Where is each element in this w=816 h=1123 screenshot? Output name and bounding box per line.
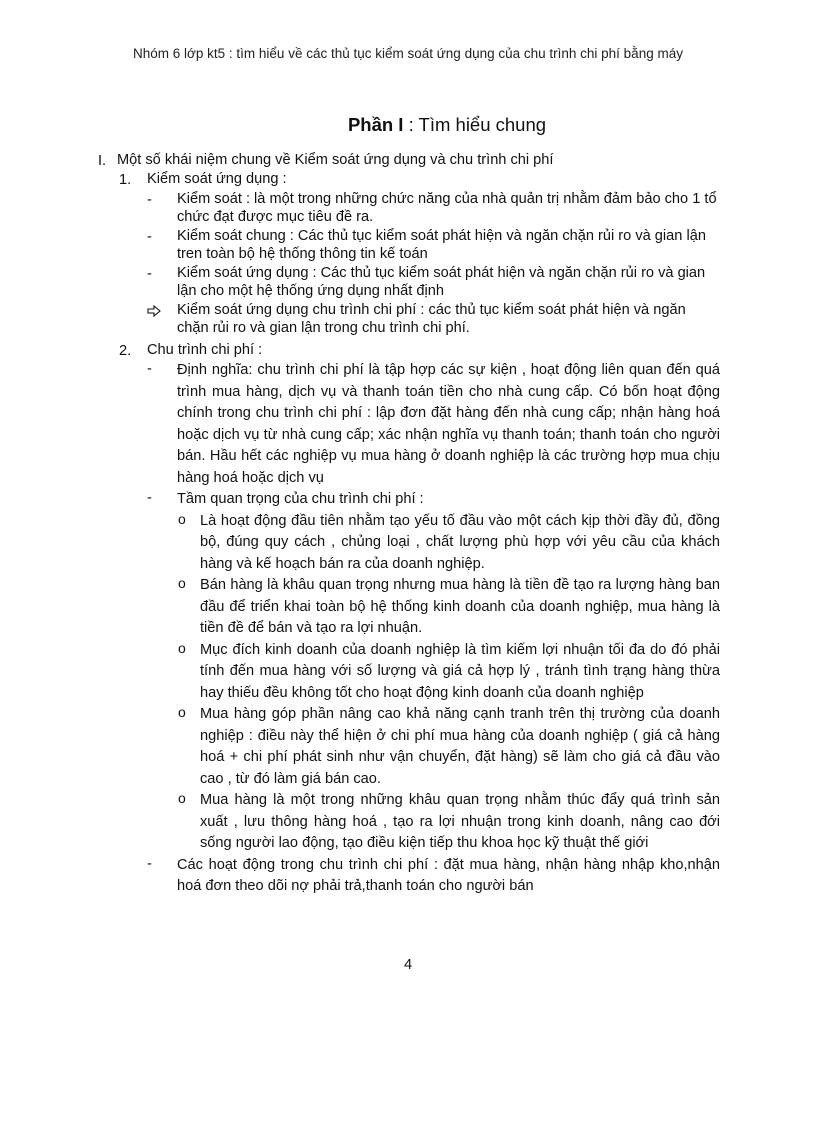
importance-text: Mục đích kinh doanh của doanh nghiệp là tìm kiếm lợi nhuận tối đa do đó phải tính đến mua hàng với số lượng và giá cả hợp lý , tránh tình trạng hàng thừa hay thiếu đều không tốt cho hoạt động kinh doanh của doanh nghiệp: [200, 641, 720, 701]
running-header: Nhóm 6 lớp kt5 : tìm hiểu về các thủ tục kiểm soát ứng dụng của chu trình chi phí bằng máy: [133, 46, 683, 61]
subsection-heading: [98, 171, 720, 191]
subsection-title: Kiểm soát ứng dụng :: [147, 171, 287, 187]
subsection-heading: [98, 342, 720, 360]
subsection-title: Chu trình chi phí :: [147, 342, 263, 358]
importance-item: [98, 640, 720, 705]
subsection-marker: 2.: [119, 343, 132, 359]
dash-marker: -: [147, 490, 152, 506]
importance-heading: [98, 489, 720, 511]
dash-marker: -: [147, 192, 152, 208]
list-item: [98, 228, 720, 263]
dash-marker: -: [147, 361, 152, 377]
importance-text: Bán hàng là khâu quan trọng nhưng mua hàng là tiền đề tạo ra lượng hàng ban đầu để triển khai toàn bộ hệ thống kinh doanh của doanh nghiệp, mua hàng là tiền đề để bán và tạo ra lợi nhuận.: [200, 577, 720, 636]
list-item-text: Kiểm soát chung : Các thủ tục kiểm soát phát hiện và ngăn chặn rủi ro và gian lận tren toàn bộ hệ thống thông tin kế toán: [177, 228, 706, 262]
dash-marker: -: [147, 229, 152, 245]
importance-text: Mua hàng là một trong những khâu quan trọng nhằm thúc đẩy quá trình sản xuất , lưu thông hàng hoá , tạo ra lợi nhuận trong kinh doanh, nâng cao đới sống người lao động, tạo điều kiện tiếp thu khoa học kỹ thuật thế giới: [200, 792, 720, 851]
part-title-rest: : Tìm hiểu chung: [403, 114, 547, 135]
circle-marker: o: [178, 790, 186, 806]
circle-marker: o: [178, 704, 186, 720]
dash-marker: -: [147, 266, 152, 282]
importance-item: [98, 511, 720, 576]
section-title: Một số khái niệm chung về Kiểm soát ứng dụng và chu trình chi phí: [117, 152, 554, 168]
importance-title: Tầm quan trọng của chu trình chi phí :: [177, 491, 424, 507]
document-body: [98, 152, 720, 898]
activities-item: [98, 855, 720, 898]
conclusion-item: [98, 302, 720, 337]
part-title: [0, 114, 816, 136]
list-item: [98, 265, 720, 300]
conclusion-text: Kiểm soát ứng dụng chu trình chi phí : các thủ tục kiểm soát phát hiện và ngăn chặn rủi ro và gian lận trong chu trình chi phí.: [177, 302, 686, 336]
section-marker: I.: [98, 153, 107, 169]
importance-text: Là hoạt động đầu tiên nhằm tạo yếu tố đầu vào một cách kịp thời đầy đủ, đồng bộ, đúng quy cách , chủng loại , chất lượng phù hợp với yêu cầu của khách hàng và kế hoạch bán ra của doanh nghiệp.: [200, 512, 720, 572]
importance-text: Mua hàng góp phần nâng cao khả năng cạnh tranh trên thị trường của doanh nghiệp : điều này thể hiện ở chi phí mua hàng của doanh nghiệp ( giá cả hàng hoá + chi phí phát sinh như vận chuyển, đặt hàng) sẽ làm cho giá cả đầu vào cao , từ đó làm giá bán cao.: [200, 706, 720, 787]
circle-marker: o: [178, 510, 186, 527]
list-item-text: Kiểm soát : là một trong những chức năng của nhà quản trị nhằm đảm bảo cho 1 tổ chức đạt được mục tiêu đề ra.: [177, 191, 717, 225]
dash-marker: -: [147, 855, 152, 872]
circle-marker: o: [178, 639, 186, 656]
part-title-bold: Phần I: [347, 114, 404, 135]
activities-text: Các hoạt động trong chu trình chi phí : đặt mua hàng, nhận hàng nhập kho,nhận hoá đơn theo dõi nợ phải trả,thanh toán cho người bán: [177, 856, 720, 894]
list-item-text: Kiểm soát ứng dụng : Các thủ tục kiểm soát phát hiện và ngăn chặn rủi ro và gian lận cho một hệ thống ứng dụng nhất định: [177, 265, 706, 299]
subsection-marker: 1.: [119, 172, 132, 188]
importance-item: [98, 790, 720, 855]
definition-text: Định nghĩa: chu trình chi phí là tập hợp các sự kiện , hoạt động liên quan đến quá trình mua hàng, dịch vụ và thanh toán tiền cho nhà cung cấp. Có bốn hoạt động chính trong chu trình chi phí : lập đơn đặt hàng đến nhà cung cấp; nhận hàng hoá hoặc dịch vụ từ nhà cung cấp; xác nhận nghĩa vụ thanh toán; thanh toán cho người bán. Hầu hết các nghiệp vụ mua hàng ở doanh nghiệp là các trường hợp mua chịu hàng hoá hoặc dịch vụ: [177, 362, 720, 486]
circle-marker: o: [178, 575, 186, 591]
importance-item: [98, 704, 720, 790]
page-number: 4: [403, 957, 413, 973]
importance-item: [98, 575, 720, 640]
list-item: [98, 191, 720, 226]
arrow-right-icon: [146, 302, 177, 337]
definition-item: [98, 360, 720, 489]
section-heading: [98, 152, 720, 171]
